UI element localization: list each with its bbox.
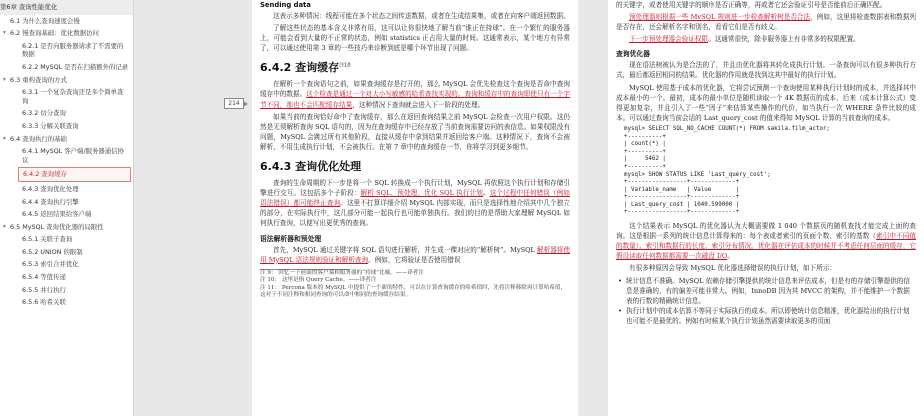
bullet-list (616, 276, 916, 326)
toc-item[interactable] (0, 145, 133, 166)
toc-item-label: 6.5 MySQL 查询优化器的局限性 (10, 222, 104, 231)
toc-item[interactable] (0, 183, 133, 196)
toc-chapter-title[interactable]: 第6章 查询性能优化 (0, 0, 133, 15)
section-title-query-cache: 6.4.2 查询缓存$^{注10}$ (260, 61, 351, 75)
chevron-down-icon[interactable]: ▾ (3, 76, 6, 83)
toc-item-label: 6.3 重构查询的方式 (10, 75, 67, 84)
paragraph: 这个结果表示 MySQL 的优化器认为大概需要做 1 040 个数据页的随机查找才能完成上面的查询。这是根据一系列的统计信息计算得来的：每个表或者索引的页面个数、索引的基数（索引中不同值的数量）、索引和数据行的长度、索引分布情况。优化器在评估成本的时候并不考虑任何层面的缓存，它假设读取任何数据都需要一次磁盘 I/O。 (616, 222, 917, 261)
toc-item-label: 6.2 慢查询基础：优化数据访问 (10, 29, 99, 38)
paragraph: 在解析一个查询语句之前，如果查询缓存是打开的，那么 MySQL 会优先检查这个查询是否命中查询缓存中的数据。这个检查是通过一个对大小写敏感的哈希查找实现的。查询和缓存中的查询即使只有一个字节不同，那也不会匹配缓存结果，这种情况下查询就会进入下一阶段的处理。 (260, 80, 570, 109)
toc-item[interactable] (0, 120, 133, 133)
highlight: 解析 SQL、预处理、优化 SQL 执行计划 (360, 189, 483, 198)
paragraph: MySQL 使用基于成本的优化器，它将尝试预测一个查询使用某种执行计划时的成本，并选择其中成本最小的一个。最初，成本的最小单位是随机读取一个 4K 数据页的成本，后来（成本计算公式）变得更加复杂，并且引入了一些“因子”来估算某些操作的代价，如当执行一次 WHERE 条件比较的成本。可以通过查询当前会话的 Last_query_cost 的值来得知 MySQL 计算的当前查询的成本。 (616, 83, 916, 122)
toc-list (0, 15, 133, 309)
toc-item-label: 6.5.5 并行执行 (22, 285, 66, 294)
toc-item[interactable] (0, 258, 133, 271)
paragraph: 的关键字，或者使用关键字的顺序是否正确等，再或者它还会验证引号是否能前后正确匹配。 (616, 1, 887, 9)
book-page-right (608, 0, 924, 416)
page-number-marker[interactable]: 214 (224, 98, 244, 109)
state-heading: Sending data (260, 1, 311, 9)
paragraph: 现在语法树被认为是合法的了，并且由优化器将其转化成执行计划。一条查询可以有很多种执行方式，最后都返回相同的结果。优化器的作用就是找到这其中最好的执行计划。 (616, 61, 916, 80)
toc-item[interactable] (0, 61, 133, 74)
toc-item-label: 6.3.1 一个复杂查询还是多个简单查询 (22, 88, 124, 105)
paragraph: 首先，MySQL 通过关键字将 SQL 语句进行解析，并生成一棵对应的“解析树”。MySQL 解析器将使用 MySQL 语法规则验证和解析查询。例如，它将验证是否使用错误 (260, 245, 570, 264)
paragraph: 如果当前的查询恰好命中了查询缓存，那么在返回查询结果之前 MySQL 会检查一次用户权限。这仍然是无须解析查询 SQL 语句的，因为在查询缓存中已经存放了当前查询需要访问的表信息。如果权限没有问题，MySQL 会跳过所有其他阶段，直接从缓存中拿到结果并返回给客户端。这种情况下，查询不会被解析，不用生成执行计划，不会被执行。在第 7 章中的查询缓存一节，你将学习到更多细节。 (260, 112, 570, 151)
toc-item[interactable] (0, 284, 133, 297)
paragraph: 查询的生命周期的下一步是将一个 SQL 转换成一个执行计划，MySQL 再依照这个执行计划和存储引擎进行交互。这包括多个子阶段：解析 SQL、预处理、优化 SQL 执行计划。这个过程中任何错误（例如语法错误）都可能终止查询。这里不打算详细介绍 MySQL 内部实现，而只是选择性地介绍其中几个独立的部分，在实际执行中，这几部分可能一起执行也可能单独执行。我们的目的是帮助大家理解 MySQL 如何执行查询，以便写出更优秀的查询。 (260, 179, 571, 228)
toc-item-label: 6.5.3 索引合并优化 (22, 260, 79, 269)
toc-item[interactable] (0, 107, 133, 120)
footnote: 注 9： 回忆一下前面的客户端和服务器的“持球”比喻。——译者注 (260, 269, 424, 276)
code-block: mysql> SELECT SQL_NO_CACHE COUNT(*) FROM sakila.film_actor; +----------+ | count(*) | +----------+ | 5462 | +----------+ mysql> SHOW STATUS LIKE 'Last_query_cost'; +-----------------+-------------+ | Variable_name | Value | +-----------------+-------------+ | Last_query_cost | 1040.599000 | +-----------------+-------------+ (624, 125, 830, 216)
highlight: 下一步预处理器会验证权限 (629, 35, 709, 44)
paragraph: 预处理器则根据一些 MySQL 规则进一步检查解析树是否合法，例如，这里将检查数据表和数据列是否存在，还会解析名字和别名，看看它们是否有歧义。 (616, 13, 916, 32)
bullet-item: • 执行计划中的成本估算不等同于实际执行的成本。所以即使统计信息精准，优化器给出的执行计划也可能不是最优的。例如有时候某个执行计划虽然需要读取更多的页面 (616, 306, 916, 326)
toc-item-label: 6.2.2 MySQL 是否在扫描额外的记录 (22, 62, 129, 71)
bullet-item: • 统计信息不准确。MySQL 依赖存储引擎提供的统计信息来评估成本，但是有的存储引擎提供的信息是准确的，有的偏差可能非常大。例如，InnoDB 因为其 MVCC 的架构，并不能维护一个数据表的行数的精确统计信息。 (616, 276, 916, 306)
highlight: 预处理器则根据一些 MySQL 规则进一步检查解析树是否合法 (629, 13, 811, 22)
toc-item-label: 6.3.2 切分查询 (22, 109, 66, 118)
footnotes (260, 270, 570, 300)
toc-item-label: 6.4.3 查询优化处理 (22, 184, 79, 193)
toc-item-label: 6.5.6 哈希关联 (22, 298, 66, 307)
paragraph: 了解这些状态的基本含义非常有用，这可以让你很快地了解当前“谁正在持球”。在一个繁忙的服务器上，可能会看到大量的不正常的状态，例如 statistics 正占用大量的时间。这通常表示，某个地方有异常了，可以通过使用第 3 章的一些技巧来诊断到底是哪个环节出现了问题。 (260, 24, 570, 53)
toc-item-label: 6.5.1 关联子查询 (22, 235, 73, 244)
toc-item[interactable] (0, 15, 133, 28)
footnote: 注 10： 这里是指 Query Cache。——译者注 (260, 277, 377, 284)
table-of-contents-sidebar (0, 0, 134, 416)
toc-item-label: 6.2.1 是否向服务器请求了不需要的数据 (22, 41, 124, 59)
toc-item-label: 6.4.2 查询缓存 (23, 170, 67, 179)
book-page-left (252, 0, 578, 416)
toc-item[interactable] (0, 86, 133, 107)
chevron-down-icon[interactable]: ▾ (3, 30, 6, 37)
footnote: 注 11： Percona 版本的 MySQL 中提供了一个新的特性，可以在计算查询缓存的哈希值时，先将注释移除再计算哈希值，这对于不同注释和相同查询的可以命中相同的查询缓存结果。 (260, 284, 567, 299)
highlight: 这个过程中任何错误（例如语法错误）都可能终止查询 (260, 189, 571, 208)
toc-item-active[interactable] (18, 167, 131, 182)
toc-item[interactable] (0, 133, 133, 146)
toc-item-label: 6.4.5 返回结果给客户端 (22, 210, 92, 219)
highlight: 这个检查是通过一个对大小写敏感的哈希查找实现的。查询和缓存中的查询即使只有一个字节不同，那也不会匹配缓存结果 (260, 90, 570, 109)
paragraph: 有很多种原因会导致 MySQL 优化器选择错误的执行计划，如下所示： (629, 264, 837, 273)
toc-item[interactable] (0, 221, 133, 234)
toc-item-label: 6.3.3 分解关联查询 (22, 121, 79, 130)
chevron-down-icon[interactable]: ▾ (3, 135, 6, 142)
toc-item-label: 6.1 为什么查询速度会慢 (10, 16, 80, 25)
toc-item[interactable] (0, 246, 133, 259)
toc-item-label: 6.4 查询执行的基础 (10, 134, 67, 143)
toc-item-label: 6.4.4 查询执行引擎 (22, 197, 79, 206)
toc-item[interactable] (0, 27, 133, 40)
toc-item[interactable] (0, 74, 133, 87)
toc-item-label: 6.5.4 等值传递 (22, 273, 66, 282)
paragraph: 这表示多种情况：线程可能在多个状态之间传送数据，或者在生成结果集，或者在向客户端返回数据。 (273, 12, 570, 20)
toc-item[interactable] (0, 296, 133, 309)
subsection-title: 查询优化器 (616, 50, 650, 59)
toc-item[interactable] (0, 233, 133, 246)
toc-item[interactable] (0, 196, 133, 209)
toc-item[interactable] (0, 271, 133, 284)
highlight: 索引中不同值的数量）、索引和数据行的长度、索引分布情况。优化器在评估成本的时候并不考虑任何层面的缓存，它假设读取任何数据都需要一次磁盘 I/O (616, 232, 917, 261)
toc-item[interactable] (0, 208, 133, 221)
chevron-down-icon[interactable]: ▾ (3, 223, 6, 230)
toc-item-label: 6.5.2 UNION 的限制 (22, 247, 83, 256)
highlight: 解析器将使用 MySQL 语法规则验证和解析查询 (260, 245, 570, 264)
subsection-title: 语法解析器和预处理 (260, 234, 322, 243)
paragraph: 下一步预处理器会验证权限。这通常很快，除非服务器上有非常多的权限配置。 (629, 35, 860, 44)
section-title-query-optimization: 6.4.3 查询优化处理 (260, 160, 362, 174)
toc-item-label: 6.4.1 MySQL 客户端/服务器通信协议 (22, 147, 124, 164)
toc-item[interactable] (0, 40, 133, 61)
